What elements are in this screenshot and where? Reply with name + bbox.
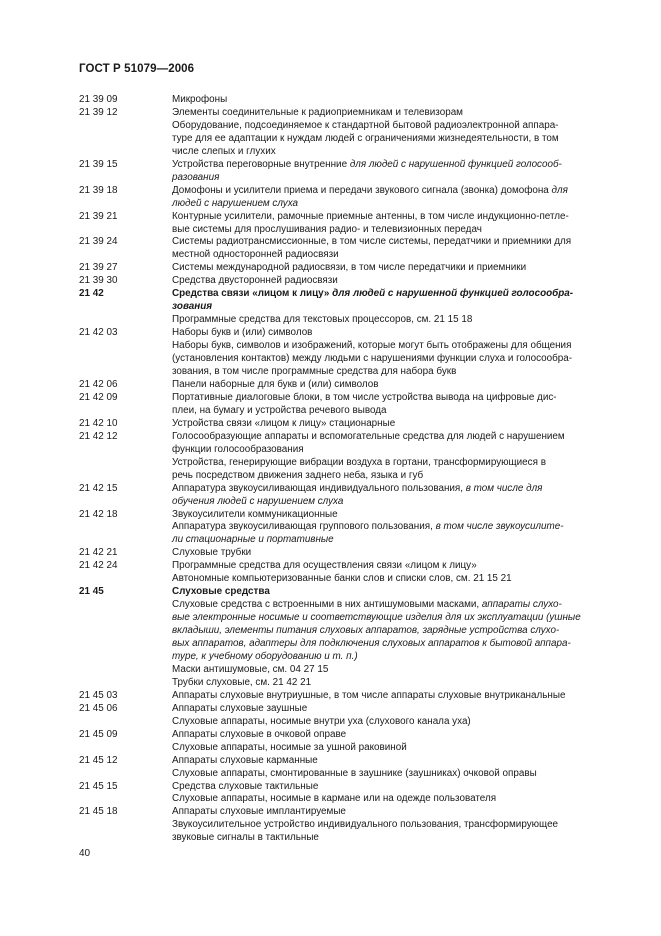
description-line [172, 534, 618, 547]
description-line [172, 547, 618, 560]
entry-code: 21 39 18 [79, 184, 118, 196]
description-text: Звукоусилители коммуникационные [172, 508, 338, 520]
description-line [172, 185, 618, 198]
description-line [172, 211, 618, 224]
classification-entry [79, 560, 618, 586]
description-line [172, 444, 618, 457]
entry-code: 21 42 06 [79, 378, 118, 390]
description-text: Голосообразующие аппараты и вспомогательные средства для людей с нарушением [172, 430, 565, 442]
description-line [172, 301, 618, 314]
classification-entry [79, 327, 618, 379]
entry-description [172, 236, 618, 262]
classification-entry [79, 483, 618, 509]
description-line [172, 483, 618, 496]
description-text: Аппаратура звукоусиливающая индивидуального пользования, [172, 482, 466, 494]
description-text: Автономные компьютеризованные банки слов и списки слов, см. 21 15 21 [172, 573, 512, 585]
classification-entry [79, 185, 618, 211]
entry-description [172, 262, 618, 275]
description-line [172, 470, 618, 483]
classification-entry [79, 431, 618, 483]
entry-code: 21 39 30 [79, 275, 118, 287]
description-text: Средства слуховые тактильные [172, 780, 319, 792]
description-text: для людей с нарушенной функцией голосооб- [349, 158, 562, 170]
description-line [172, 612, 618, 625]
description-text: Слуховые средства [172, 586, 270, 598]
entry-code: 21 42 10 [79, 417, 118, 429]
description-text: Слуховые трубки [172, 547, 252, 559]
description-text: вкладыши, элементы питания слуховых аппаратов, зарядные устройства слухо- [172, 625, 560, 637]
entry-code: 21 42 09 [79, 391, 118, 403]
description-line [172, 366, 618, 379]
description-text: Слуховые аппараты, носимые внутри уха (слухового канала уха) [172, 715, 471, 727]
description-text: разования [172, 171, 220, 183]
description-line [172, 340, 618, 353]
description-text: плеи, на бумагу и устройства речевого вывода [172, 404, 387, 416]
description-text: Аппараты слуховые имплантируемые [172, 806, 346, 818]
description-line [172, 236, 618, 249]
entry-code: 21 45 18 [79, 806, 118, 818]
description-text: Системы радиотрансмиссионные, в том числе системы, передатчики и приемники для [172, 236, 572, 248]
description-line [172, 353, 618, 366]
description-line [172, 703, 618, 716]
entry-description [172, 275, 618, 288]
description-text: ли стационарные и портативные [172, 534, 334, 546]
description-line [172, 172, 618, 185]
description-text: Домофоны и усилители приема и передачи звукового сигнала (звонка) домофона [172, 184, 552, 196]
description-text: Трубки слуховые, см. 21 42 21 [172, 676, 312, 688]
description-text: Портативные диалоговые блоки, в том числе устройства вывода на цифровые дис- [172, 391, 557, 403]
description-text: Устройства, генерирующие вибрации воздуха в гортани, трансформирующиеся в [172, 456, 546, 468]
entry-description [172, 690, 618, 703]
entry-code: 21 42 21 [79, 547, 118, 559]
description-line [172, 327, 618, 340]
description-text: Панели наборные для букв и (или) символов [172, 378, 379, 390]
entry-code: 21 45 12 [79, 754, 118, 766]
classification-entry [79, 211, 618, 237]
description-text: Средства связи «лицом к лицу» [172, 288, 333, 300]
description-line [172, 586, 618, 599]
classification-entry [79, 418, 618, 431]
description-text: Маски антишумовые, см. 04 27 15 [172, 663, 329, 675]
description-text: Слуховые аппараты, носимые в кармане или на одежде пользователя [172, 793, 497, 805]
description-text: звуковые сигналы в тактильные [172, 832, 319, 844]
description-text: Устройства переговорные внутренние [172, 158, 350, 170]
description-line [172, 224, 618, 237]
entry-code: 21 45 15 [79, 780, 118, 792]
entry-code: 21 45 [79, 586, 104, 598]
description-line [172, 288, 618, 301]
description-line [172, 677, 618, 690]
classification-entry [79, 690, 618, 703]
document-header: ГОСТ Р 51079—2006 [79, 63, 195, 75]
description-text: Программные средства для осуществления связи «лицом к лицу» [172, 560, 477, 572]
description-line [172, 599, 618, 612]
entry-code: 21 39 12 [79, 106, 118, 118]
entry-description [172, 327, 618, 379]
classification-entry [79, 806, 618, 845]
description-text: Элементы соединительные к радиоприемникам и телевизорам [172, 106, 463, 118]
description-line [172, 94, 618, 107]
entry-code: 21 45 06 [79, 702, 118, 714]
entry-code: 21 42 12 [79, 430, 118, 442]
description-text: вые системы для прослушивания радио- и телевизионных передач [172, 223, 482, 235]
description-text: речь посредством движения заднего неба, языка и губ [172, 469, 424, 481]
classification-entry [79, 94, 618, 107]
description-line [172, 573, 618, 586]
entry-description [172, 94, 618, 107]
description-text: аппараты слухо- [481, 599, 562, 611]
description-line [172, 496, 618, 509]
entry-code: 21 39 21 [79, 210, 118, 222]
description-text: (установления контактов) между людьми с нарушениями функции слуха и голосообра- [172, 353, 573, 365]
description-text: Микрофоны [172, 94, 228, 105]
classification-entry [79, 729, 618, 755]
classification-entry [79, 509, 618, 548]
description-line [172, 120, 618, 133]
entry-description [172, 547, 618, 560]
entry-code: 21 42 03 [79, 327, 118, 339]
classification-entry [79, 392, 618, 418]
description-text: людей с нарушением слуха [172, 197, 299, 209]
description-text: Аппараты слуховые внутриушные, в том числе аппараты слуховые внутриканальные [172, 689, 566, 701]
classification-entry [79, 288, 618, 327]
classification-entry [79, 781, 618, 807]
entry-description [172, 431, 618, 483]
entry-code: 21 42 15 [79, 482, 118, 494]
description-text: Контурные усилители, рамочные приемные антенны, в том числе индукционно-петле- [172, 210, 569, 222]
entry-code: 21 42 24 [79, 560, 118, 572]
entry-description [172, 159, 618, 185]
description-line [172, 379, 618, 392]
entry-code: 21 39 24 [79, 236, 118, 248]
entry-description [172, 755, 618, 781]
description-text: Программные средства для текстовых процессоров, см. 21 15 18 [172, 314, 473, 326]
entry-code: 21 45 09 [79, 728, 118, 740]
classification-entry [79, 262, 618, 275]
description-line [172, 716, 618, 729]
description-line [172, 560, 618, 573]
classification-entry [79, 236, 618, 262]
description-text: Системы международной радиосвязи, в том числе передатчики и приемники [172, 262, 527, 274]
description-text: Аппаратура звукоусиливающая группового пользования, [172, 521, 436, 533]
entry-description [172, 483, 618, 509]
description-line [172, 806, 618, 819]
description-text: Слуховые аппараты, носимые за ушной раковиной [172, 741, 407, 753]
description-line [172, 275, 618, 288]
entry-code: 21 39 15 [79, 158, 118, 170]
description-line [172, 392, 618, 405]
description-line [172, 521, 618, 534]
description-line [172, 198, 618, 211]
description-text: Звукоусилительное устройство индивидуального пользования, трансформирующее [172, 819, 559, 831]
description-line [172, 638, 618, 651]
entry-description [172, 379, 618, 392]
description-text: вых аппаратов, адаптеры для подключения слуховых аппаратов к бытовой аппара- [172, 638, 571, 650]
description-text: туре для ее адаптации к нуждам людей с ограничениями жизнедеятельности, в том [172, 132, 559, 144]
entry-code: 21 42 18 [79, 508, 118, 520]
description-line [172, 651, 618, 664]
description-line [172, 418, 618, 431]
description-line [172, 146, 618, 159]
entry-description [172, 560, 618, 586]
entry-code: 21 39 09 [79, 94, 118, 105]
description-text: Средства двусторонней радиосвязи [172, 275, 338, 287]
classification-entry [79, 275, 618, 288]
description-line [172, 262, 618, 275]
classification-entry [79, 586, 618, 690]
classification-entry [79, 159, 618, 185]
description-line [172, 405, 618, 418]
entry-description [172, 509, 618, 548]
description-line [172, 431, 618, 444]
description-text: Наборы букв и (или) символов [172, 327, 313, 339]
description-text: Аппараты слуховые карманные [172, 754, 318, 766]
entry-description [172, 185, 618, 211]
description-text: Устройства связи «лицом к лицу» стационарные [172, 417, 396, 429]
entry-description [172, 703, 618, 729]
description-line [172, 729, 618, 742]
description-line [172, 509, 618, 522]
classification-entry [79, 703, 618, 729]
description-line [172, 768, 618, 781]
description-text: Аппараты слуховые в очковой оправе [172, 728, 347, 740]
description-text: обучения людей с нарушением слуха [172, 495, 344, 507]
description-text: для людей с нарушенной функцией голосообра- [332, 288, 574, 300]
entry-code: 21 39 27 [79, 262, 118, 274]
description-line [172, 755, 618, 768]
description-text: туре, к учебному оборудованию и т. п.) [172, 650, 358, 662]
entry-description [172, 288, 618, 327]
description-text: местной односторонней радиосвязи [172, 249, 339, 261]
description-line [172, 107, 618, 120]
entry-description [172, 107, 618, 159]
description-line [172, 457, 618, 470]
description-text: в том числе звукоусилите- [435, 521, 564, 533]
description-text: Слуховые аппараты, смонтированные в заушнике (заушниках) очковой оправы [172, 767, 537, 779]
description-line [172, 742, 618, 755]
description-line [172, 819, 618, 832]
description-line [172, 832, 618, 845]
description-line [172, 249, 618, 262]
classification-entry [79, 107, 618, 159]
entry-description [172, 211, 618, 237]
classification-entry [79, 755, 618, 781]
description-text: зования [172, 301, 213, 313]
description-line [172, 781, 618, 794]
page-number: 40 [79, 848, 91, 859]
entry-description [172, 729, 618, 755]
classification-list [79, 94, 618, 845]
description-line [172, 625, 618, 638]
entry-code: 21 45 03 [79, 689, 118, 701]
classification-entry [79, 547, 618, 560]
entry-description [172, 418, 618, 431]
description-line [172, 690, 618, 703]
description-line [172, 793, 618, 806]
description-text: Наборы букв, символов и изображений, которые могут быть отображены для общения [172, 340, 572, 352]
entry-description [172, 392, 618, 418]
description-text: Слуховые средства с встроенными в них антишумовыми масками, [172, 599, 482, 611]
description-text: функции голосообразования [172, 443, 304, 455]
description-text: Аппараты слуховые заушные [172, 702, 308, 714]
description-text: Оборудование, подсоединяемое к стандартной бытовой радиоэлектронной аппара- [172, 119, 559, 131]
description-line [172, 159, 618, 172]
description-text: для [551, 184, 568, 196]
description-text: числе слепых и глухих [172, 145, 276, 157]
description-text: в том числе для [465, 482, 543, 494]
entry-description [172, 806, 618, 845]
classification-entry [79, 379, 618, 392]
entry-code: 21 42 [79, 288, 104, 300]
description-text: вые электронные носимые и соответствующие изделия для их эксплуатации (ушные [172, 612, 581, 624]
entry-description [172, 586, 618, 690]
description-line [172, 314, 618, 327]
description-line [172, 664, 618, 677]
entry-description [172, 781, 618, 807]
description-text: зования, в том числе программные средства для набора букв [172, 366, 457, 378]
description-line [172, 133, 618, 146]
